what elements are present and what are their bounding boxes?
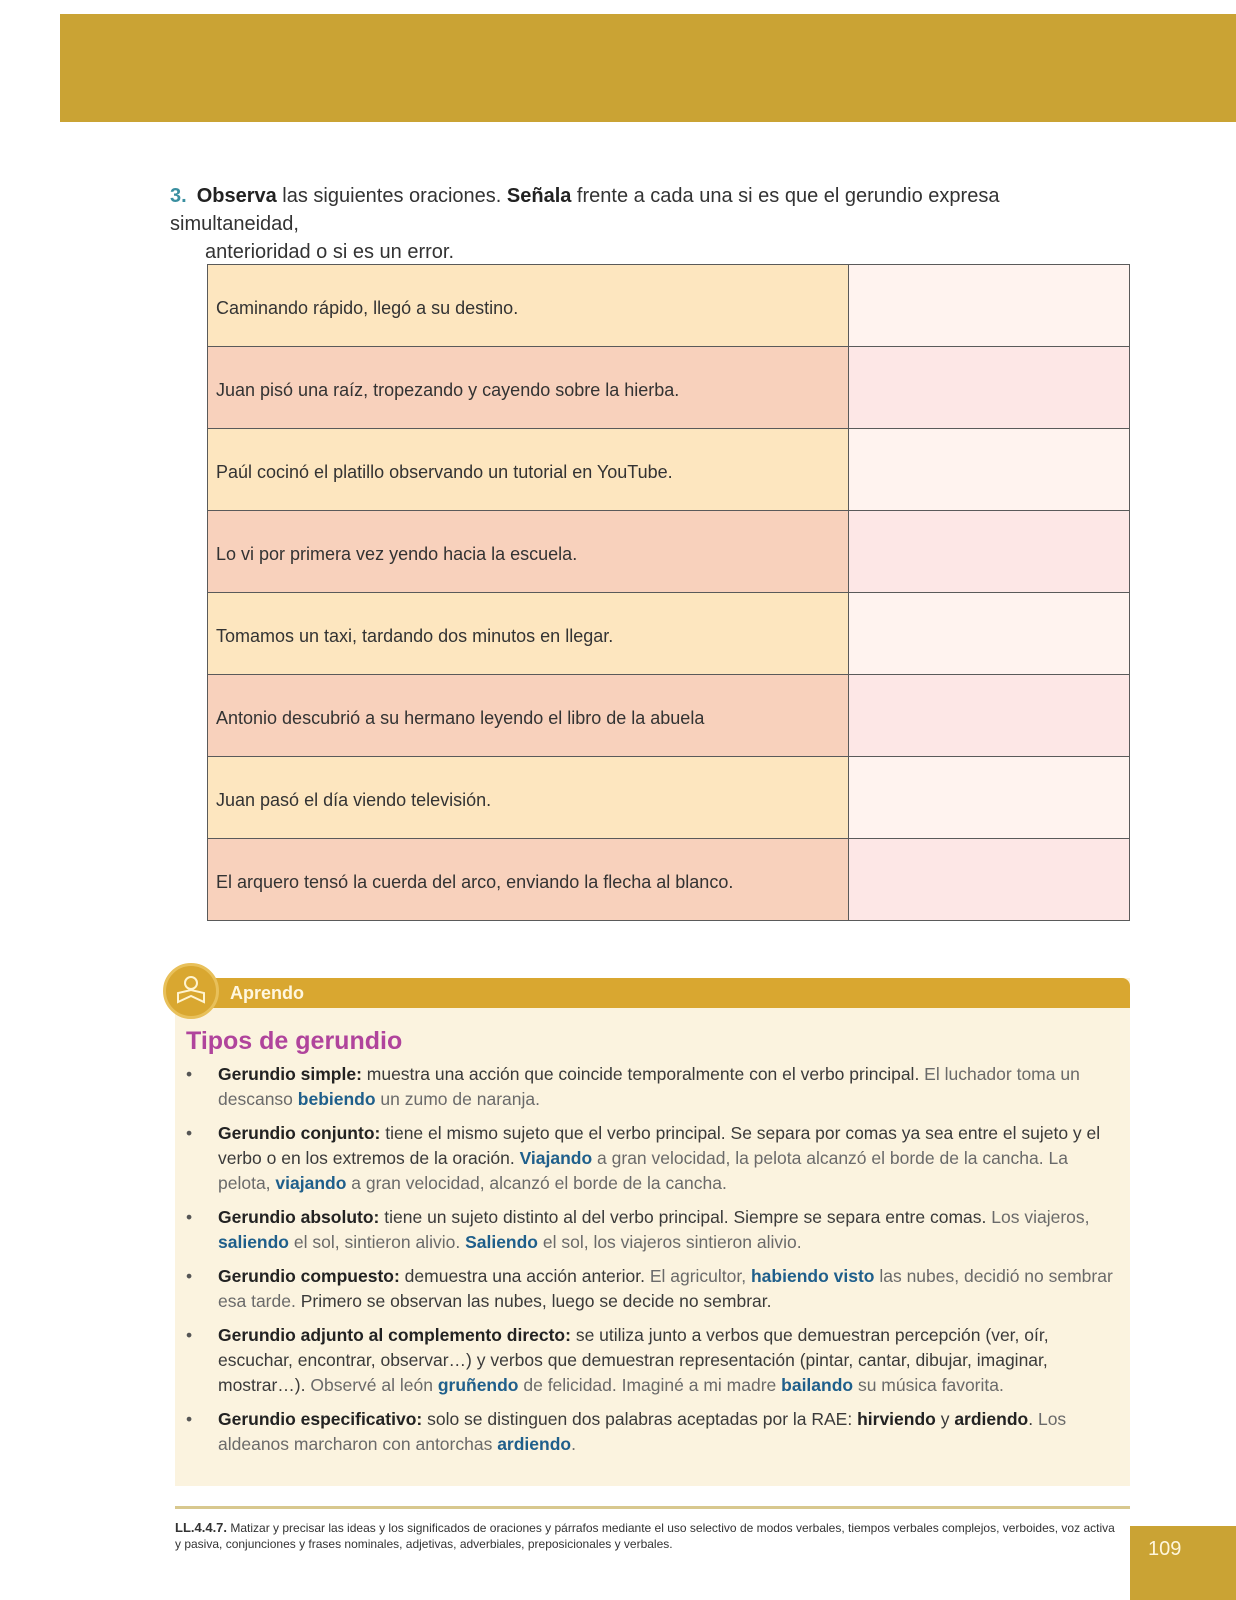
highlight: viajando <box>275 1173 347 1193</box>
example: . <box>571 1434 576 1454</box>
table-row <box>208 839 1130 921</box>
sentence-cell: Juan pisó una raíz, tropezando y cayendo sobre la hierba. <box>208 347 849 429</box>
table-row <box>208 511 1130 593</box>
sentence-cell: Caminando rápido, llegó a su destino. <box>208 265 849 347</box>
highlight: ardiendo <box>497 1434 572 1454</box>
highlight: Viajando <box>519 1148 593 1168</box>
instruction-text: las siguientes oraciones. <box>276 185 507 207</box>
example: Observé al león <box>310 1375 438 1395</box>
example: de felicidad. Imaginé a mi madre <box>518 1375 782 1395</box>
table-row <box>208 347 1130 429</box>
highlight: gruñendo <box>437 1375 519 1395</box>
list-item <box>186 1264 1121 1314</box>
answer-cell[interactable] <box>849 593 1130 675</box>
example: su música favorita. <box>853 1375 1004 1395</box>
page-number-tab <box>1130 1526 1236 1600</box>
highlight: saliendo <box>218 1232 289 1252</box>
table-row <box>208 757 1130 839</box>
answer-cell[interactable] <box>849 757 1130 839</box>
list-item <box>186 1407 1121 1457</box>
definition: muestra una acción que coincide temporalmente con el verbo principal. <box>361 1064 925 1084</box>
example: un zumo de naranja. <box>375 1089 540 1109</box>
exercise-instructions <box>170 182 1130 266</box>
example: Los aldeanos marcharon con antorchas <box>218 1409 1067 1454</box>
answer-cell[interactable] <box>849 429 1130 511</box>
aprendo-header-bar <box>190 978 1130 1008</box>
bullet: • <box>186 1266 193 1286</box>
definition: solo se distinguen dos palabras aceptadas por la RAE: <box>422 1409 858 1429</box>
list-item <box>186 1323 1121 1398</box>
answer-cell[interactable] <box>849 511 1130 593</box>
footer-divider <box>175 1506 1130 1509</box>
definition: demuestra una acción anterior. <box>399 1266 650 1286</box>
bullet: • <box>186 1207 193 1227</box>
reader-icon <box>163 963 219 1019</box>
sentence-cell: Paúl cocinó el platillo observando un tutorial en YouTube. <box>208 429 849 511</box>
definition: . <box>1028 1409 1038 1429</box>
answer-cell[interactable] <box>849 839 1130 921</box>
example: el sol, sintieron alivio. <box>289 1232 466 1252</box>
list-item <box>186 1121 1121 1196</box>
table-row <box>208 265 1130 347</box>
skill-description: Matizar y precisar las ideas y los significados de oraciones y párrafos mediante el uso selectivo de modos verbales, tiempos verbales complejos, verboides, voz activa y pasiva, conjunciones y frases nominales, adjetivas, adverbiales, preposicionales y verbales. <box>175 1521 1115 1551</box>
highlight: habiendo visto <box>750 1266 875 1286</box>
top-color-band <box>60 14 1236 122</box>
highlight-word: hirviendo <box>857 1409 936 1429</box>
highlight-word: ardiendo <box>954 1409 1029 1429</box>
bullet: • <box>186 1123 193 1143</box>
table-row <box>208 675 1130 757</box>
instruction-verb-observa: Observa <box>196 185 277 207</box>
definition: tiene el mismo sujeto que el verbo principal. Se separa por comas ya sea entre el sujeto y el verbo o en los extremos de la oración. <box>218 1123 1101 1168</box>
definition: y <box>935 1409 955 1429</box>
term: Gerundio conjunto: <box>218 1123 381 1143</box>
gerund-types-list <box>186 1062 1121 1466</box>
bullet: • <box>186 1064 193 1084</box>
example: El luchador toma un descanso <box>218 1064 1080 1109</box>
answer-cell[interactable] <box>849 675 1130 757</box>
definition: Primero se observan las nubes, luego se decide no sembrar. <box>295 1291 772 1311</box>
example: El agricultor, <box>649 1266 751 1286</box>
instruction-text-2: frente a cada una si es que el gerundio expresa simultaneidad, <box>170 185 1000 235</box>
term: Gerundio compuesto: <box>218 1266 400 1286</box>
exercise-number: 3. <box>170 185 187 207</box>
term: Gerundio simple: <box>218 1064 362 1084</box>
page-number: 109 <box>1148 1538 1182 1560</box>
table-row <box>208 429 1130 511</box>
highlight: Saliendo <box>465 1232 538 1252</box>
example: Los viajeros, <box>991 1207 1090 1227</box>
term: Gerundio absoluto: <box>218 1207 380 1227</box>
example: las nubes, decidió no sembrar esa tarde. <box>218 1266 1113 1311</box>
example: el sol, los viajeros sintieron alivio. <box>538 1232 802 1252</box>
example: a gran velocidad, la pelota alcanzó el borde de la cancha. La pelota, <box>218 1148 1068 1193</box>
sentence-cell: El arquero tensó la cuerda del arco, enviando la flecha al blanco. <box>208 839 849 921</box>
term: Gerundio adjunto al complemento directo: <box>218 1325 571 1345</box>
aprendo-label: Aprendo <box>230 983 304 1003</box>
answer-cell[interactable] <box>849 265 1130 347</box>
instruction-verb-senala: Señala <box>506 185 572 207</box>
sentence-cell: Antonio descubrió a su hermano leyendo el libro de la abuela <box>208 675 849 757</box>
list-item <box>186 1205 1121 1255</box>
highlight: bailando <box>781 1375 854 1395</box>
bullet: • <box>186 1325 193 1345</box>
table-row <box>208 593 1130 675</box>
instruction-line-2: anterioridad o si es un error. <box>205 241 455 263</box>
term: Gerundio especificativo: <box>218 1409 423 1429</box>
definition: tiene un sujeto distinto al del verbo principal. Siempre se separa entre comas. <box>379 1207 992 1227</box>
list-item <box>186 1062 1121 1112</box>
definition: se utiliza junto a verbos que demuestran percepción (ver, oír, escuchar, encontrar, observar…) y verbos que demuestran representación (pintar, cantar, dibujar, imaginar, mostrar…). <box>218 1325 1049 1395</box>
answer-cell[interactable] <box>849 347 1130 429</box>
highlight: bebiendo <box>297 1089 376 1109</box>
sentence-cell: Juan pasó el día viendo televisión. <box>208 757 849 839</box>
section-title: Tipos de gerundio <box>186 1027 403 1055</box>
example: a gran velocidad, alcanzó el borde de la cancha. <box>346 1173 727 1193</box>
curriculum-footnote <box>175 1520 1120 1552</box>
sentences-table <box>207 264 1130 921</box>
bullet: • <box>186 1409 193 1429</box>
sentence-cell: Tomamos un taxi, tardando dos minutos en llegar. <box>208 593 849 675</box>
sentence-cell: Lo vi por primera vez yendo hacia la escuela. <box>208 511 849 593</box>
skill-code: LL.4.4.7. <box>175 1520 228 1535</box>
